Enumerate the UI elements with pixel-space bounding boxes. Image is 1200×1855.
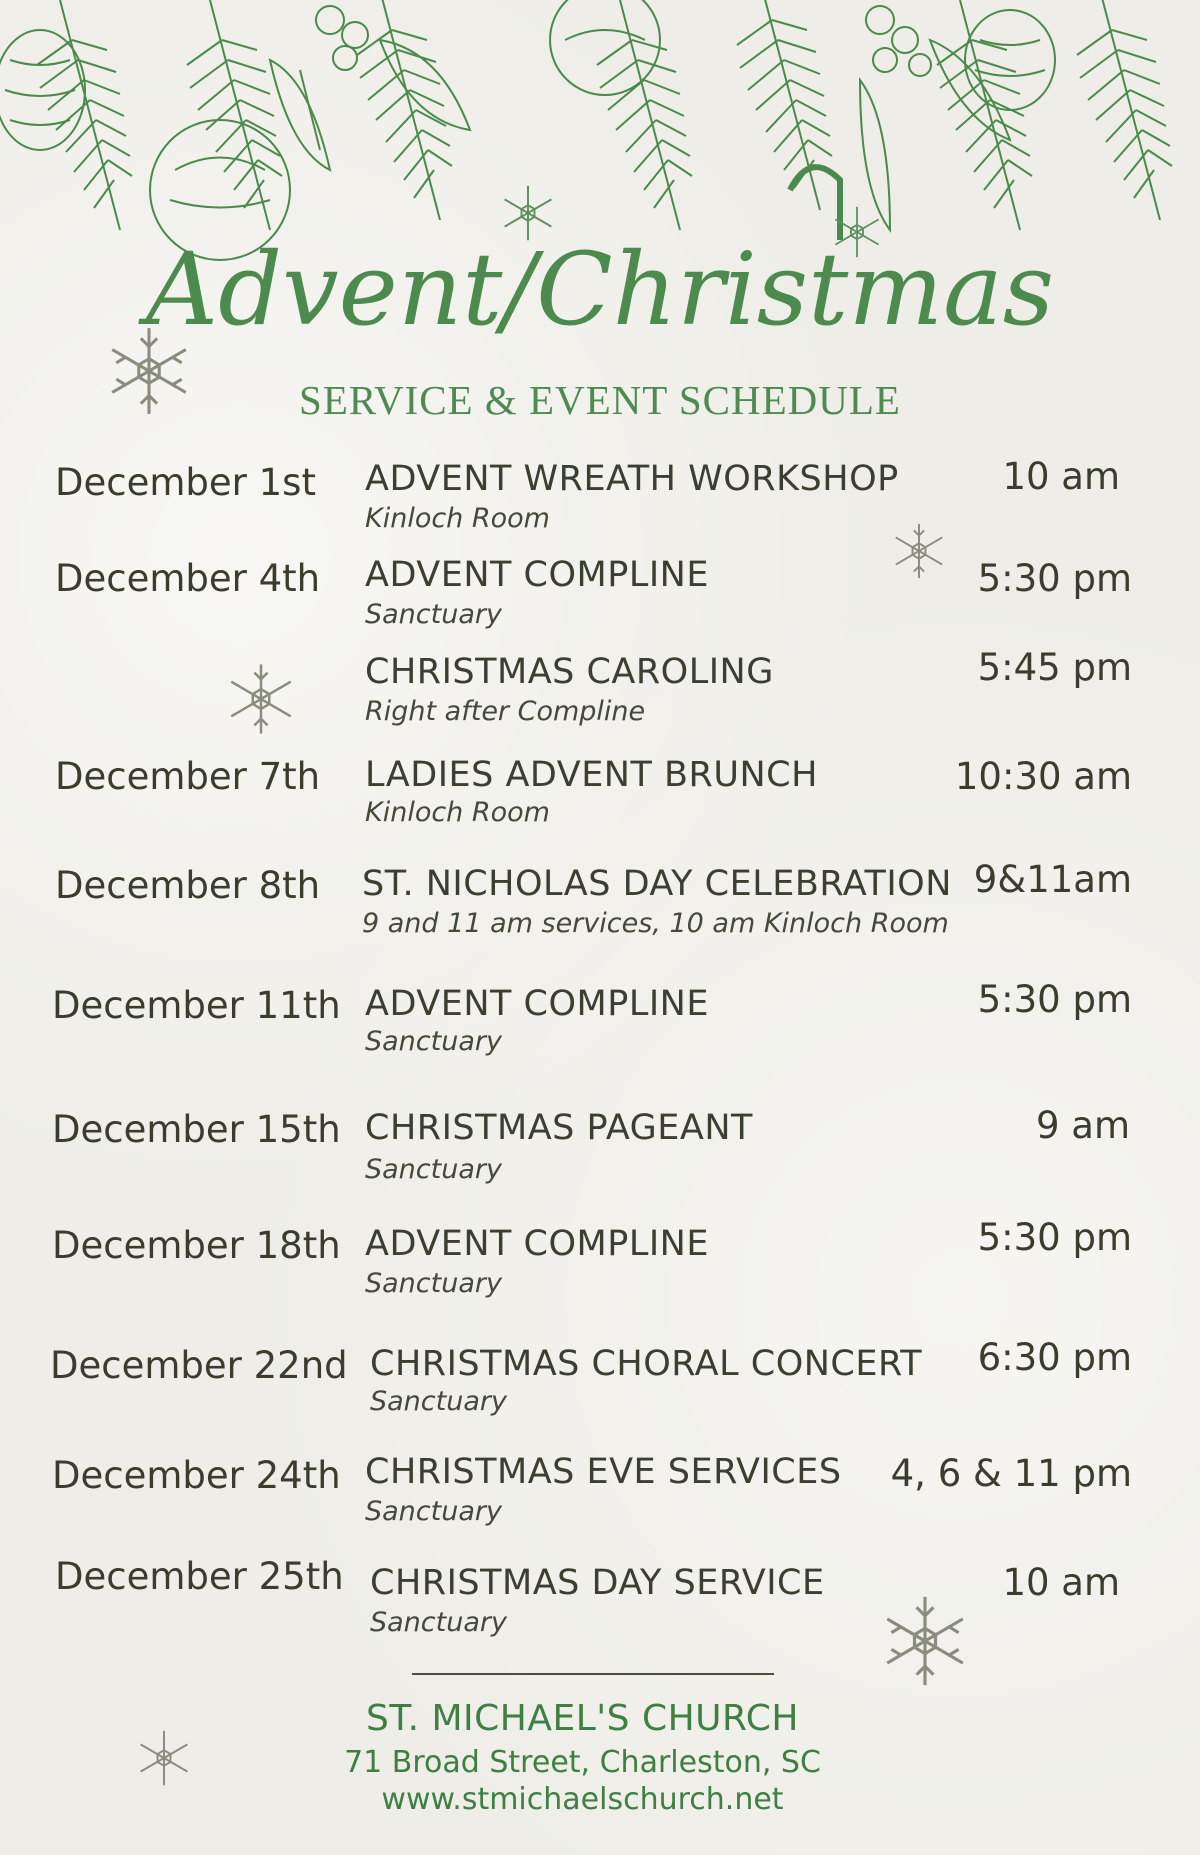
snowflake-icon <box>883 1593 967 1689</box>
event-time: 9&11am <box>973 858 1132 901</box>
event-time: 10 am <box>1002 455 1120 498</box>
event-time: 5:30 pm <box>977 557 1132 600</box>
event-location: 9 and 11 am services, 10 am Kinloch Room <box>362 908 949 939</box>
event-title: ADVENT COMPLINE <box>365 984 709 1024</box>
event-time: 5:45 pm <box>977 646 1132 689</box>
event-time: 4, 6 & 11 pm <box>890 1452 1132 1495</box>
event-location: Sanctuary <box>370 1386 507 1417</box>
event-date: December 7th <box>55 755 321 798</box>
event-time: 9 am <box>1035 1104 1130 1147</box>
event-location: Sanctuary <box>365 1496 502 1527</box>
footer-divider <box>412 1673 774 1675</box>
event-title: ADVENT WREATH WORKSHOP <box>365 459 899 499</box>
event-date: December 18th <box>52 1224 341 1267</box>
event-location: Right after Compline <box>365 696 646 727</box>
event-time: 5:30 pm <box>977 978 1132 1021</box>
event-date: December 25th <box>55 1555 344 1598</box>
page-subtitle: SERVICE & EVENT SCHEDULE <box>299 377 901 423</box>
event-time: 5:30 pm <box>977 1216 1132 1259</box>
event-title: CHRISTMAS CHORAL CONCERT <box>370 1344 923 1384</box>
event-title: CHRISTMAS DAY SERVICE <box>370 1563 825 1603</box>
event-location: Sanctuary <box>365 1154 502 1185</box>
event-title: LADIES ADVENT BRUNCH <box>365 755 818 795</box>
event-time: 6:30 pm <box>977 1336 1132 1379</box>
event-title: ST. NICHOLAS DAY CELEBRATION <box>362 864 952 904</box>
event-date: December 8th <box>55 864 321 907</box>
church-website[interactable]: www.stmichaelschurch.net <box>381 1782 784 1817</box>
event-location: Sanctuary <box>365 1026 502 1057</box>
snowflake-icon <box>893 522 945 580</box>
event-time: 10 am <box>1002 1561 1120 1604</box>
event-location: Sanctuary <box>365 1268 502 1299</box>
event-date: December 1st <box>55 461 316 504</box>
event-date: December 4th <box>55 557 321 600</box>
snowflake-icon <box>138 1728 190 1788</box>
event-location: Sanctuary <box>365 599 502 630</box>
page-title: Advent/Christmas <box>145 231 1055 348</box>
event-time: 10:30 am <box>954 755 1132 798</box>
event-title: CHRISTMAS EVE SERVICES <box>365 1452 842 1492</box>
event-title: ADVENT COMPLINE <box>365 555 709 595</box>
event-title: CHRISTMAS CAROLING <box>365 652 774 692</box>
event-location: Kinloch Room <box>365 503 550 534</box>
event-title: CHRISTMAS PAGEANT <box>365 1108 753 1148</box>
event-date: December 22nd <box>50 1344 348 1387</box>
church-address: 71 Broad Street, Charleston, SC <box>344 1745 821 1780</box>
snowflake-icon <box>502 183 554 243</box>
event-title: ADVENT COMPLINE <box>365 1224 709 1264</box>
snowflake-icon <box>830 205 884 259</box>
event-date: December 24th <box>52 1454 341 1497</box>
event-date: December 11th <box>52 984 341 1027</box>
snowflake-icon <box>228 655 294 743</box>
church-name: ST. MICHAEL'S CHURCH <box>366 1698 799 1739</box>
event-location: Sanctuary <box>370 1607 507 1638</box>
event-date: December 15th <box>52 1108 341 1151</box>
event-location: Kinloch Room <box>365 797 550 828</box>
snowflake-icon <box>108 325 190 417</box>
